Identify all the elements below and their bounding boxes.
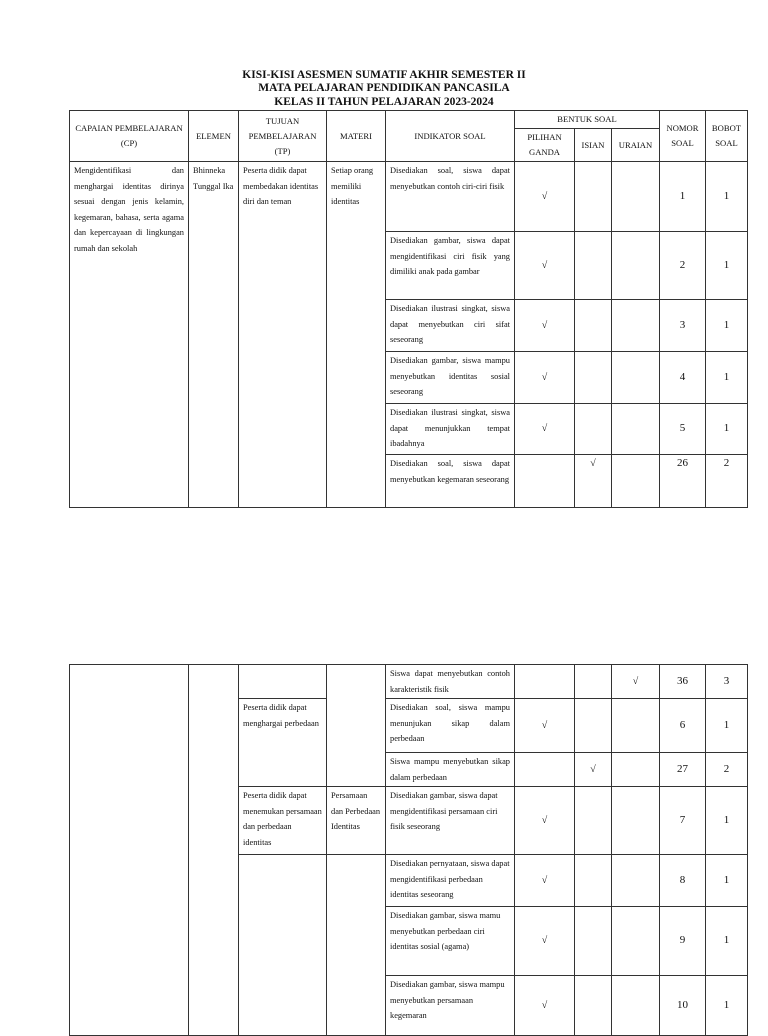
check-pilihan-ganda: √ (515, 404, 575, 455)
check-pilihan-ganda: √ (515, 855, 575, 907)
bobot-soal: 1 (706, 907, 748, 976)
indikator-cell: Disediakan ilustrasi singkat, siswa dapat menyebutkan ciri sifat seseorang (386, 300, 515, 352)
nomor-soal: 2 (660, 232, 706, 300)
bobot-soal: 2 (706, 455, 748, 508)
doc-title-line-2: MATA PELAJARAN PENDIDIKAN PANCASILA (258, 82, 510, 94)
tp-cell: Peserta didik dapat menemukan persamaan dan perbedaan identitas (239, 787, 327, 855)
bobot-soal: 1 (706, 404, 748, 455)
cp-cell: Mengidentifikasi dan menghargai identitas dirinya sesuai dengan jenis kelamin, kegemaran, bahasa, serta agama dan kepercayaan di lingkungan rumah dan sekolah (70, 162, 189, 508)
kisi-kisi-table-part-2 (69, 664, 748, 1036)
header-indikator: INDIKATOR SOAL (386, 111, 515, 162)
header-tp: TUJUAN PEMBELAJARAN (TP) (239, 111, 327, 162)
table-row (70, 665, 748, 699)
indikator-cell: Disediakan pernyataan, siswa dapat mengidentifikasi perbedaan identitas seseorang (386, 855, 515, 907)
materi-cell-continued (327, 665, 386, 787)
check-pilihan-ganda: √ (515, 352, 575, 404)
nomor-soal: 10 (660, 976, 706, 1036)
check-pilihan-ganda: √ (515, 162, 575, 232)
doc-title-line-3: KELAS II TAHUN PELAJARAN 2023-2024 (274, 96, 494, 108)
bobot-soal: 1 (706, 976, 748, 1036)
check-pilihan-ganda: √ (515, 232, 575, 300)
header-bentuk-soal: BENTUK SOAL (515, 111, 660, 129)
header-pilihan-ganda: PILIHAN GANDA (515, 129, 575, 162)
bobot-soal: 1 (706, 300, 748, 352)
tp-cell-empty (239, 855, 327, 1036)
indikator-cell: Disediakan gambar, siswa dapat mengidentifikasi persamaan ciri fisik seseorang (386, 787, 515, 855)
nomor-soal: 5 (660, 404, 706, 455)
indikator-cell: Disediakan soal, siswa dapat menyebutkan contoh ciri-ciri fisik (386, 162, 515, 232)
nomor-soal: 7 (660, 787, 706, 855)
indikator-cell: Disediakan gambar, siswa mampu menyebutkan identitas sosial seseorang (386, 352, 515, 404)
nomor-soal: 26 (660, 455, 706, 508)
check-pilihan-ganda: √ (515, 699, 575, 753)
header-nomor-soal: NOMOR SOAL (660, 111, 706, 162)
indikator-cell: Disediakan soal, siswa dapat menyebutkan kegemaran seseorang (386, 455, 515, 508)
header-elemen: ELEMEN (189, 111, 239, 162)
indikator-cell: Disediakan gambar, siswa mampu menyebutkan persamaan kegemaran (386, 976, 515, 1036)
check-pilihan-ganda: √ (515, 300, 575, 352)
materi-cell: Persamaan dan Perbedaan Identitas (327, 787, 386, 855)
elemen-cell: Bhinneka Tunggal Ika (189, 162, 239, 508)
elemen-cell-continued (189, 665, 239, 1036)
bobot-soal: 2 (706, 753, 748, 787)
check-pilihan-ganda: √ (515, 976, 575, 1036)
check-pilihan-ganda: √ (515, 907, 575, 976)
cp-cell-continued (70, 665, 189, 1036)
bobot-soal: 1 (706, 232, 748, 300)
tp-cell: Peserta didik dapat menghargai perbedaan (239, 699, 327, 787)
nomor-soal: 9 (660, 907, 706, 976)
check-isian: √ (575, 455, 612, 508)
materi-cell: Setiap orang memiliki identitas (327, 162, 386, 508)
doc-title-line-1: KISI-KISI ASESMEN SUMATIF AKHIR SEMESTER II (242, 69, 526, 81)
nomor-soal: 3 (660, 300, 706, 352)
tp-cell-continued (239, 665, 327, 699)
bobot-soal: 1 (706, 855, 748, 907)
nomor-soal: 36 (660, 665, 706, 699)
header-bobot-soal: BOBOT SOAL (706, 111, 748, 162)
indikator-cell: Disediakan ilustrasi singkat, siswa dapat menunjukkan tempat ibadahnya (386, 404, 515, 455)
indikator-cell: Disediakan gambar, siswa dapat mengidentifikasi ciri fisik yang dimiliki anak pada gambar (386, 232, 515, 300)
check-pilihan-ganda: √ (515, 787, 575, 855)
nomor-soal: 1 (660, 162, 706, 232)
header-cp: CAPAIAN PEMBELAJARAN (CP) (70, 111, 189, 162)
bobot-soal: 3 (706, 665, 748, 699)
header-isian: ISIAN (575, 129, 612, 162)
indikator-cell: Disediakan soal, siswa mampu menunjukan sikap dalam perbedaan (386, 699, 515, 753)
table-row (70, 162, 748, 232)
header-uraian: URAIAN (612, 129, 660, 162)
nomor-soal: 4 (660, 352, 706, 404)
check-isian: √ (575, 753, 612, 787)
indikator-cell: Disediakan gambar, siswa mamu menyebutkan perbedaan ciri identitas sosial (agama) (386, 907, 515, 976)
indikator-cell: Siswa dapat menyebutkan contoh karakteristik fisik (386, 665, 515, 699)
tp-cell: Peserta didik dapat membedakan identitas diri dan teman (239, 162, 327, 508)
nomor-soal: 6 (660, 699, 706, 753)
materi-cell-empty (327, 855, 386, 1036)
bobot-soal: 1 (706, 162, 748, 232)
check-uraian: √ (612, 665, 660, 699)
bobot-soal: 1 (706, 352, 748, 404)
bobot-soal: 1 (706, 787, 748, 855)
indikator-cell: Siswa mampu menyebutkan sikap dalam perbedaan (386, 753, 515, 787)
kisi-kisi-table-part-1 (69, 110, 748, 508)
header-materi: MATERI (327, 111, 386, 162)
nomor-soal: 8 (660, 855, 706, 907)
nomor-soal: 27 (660, 753, 706, 787)
bobot-soal: 1 (706, 699, 748, 753)
